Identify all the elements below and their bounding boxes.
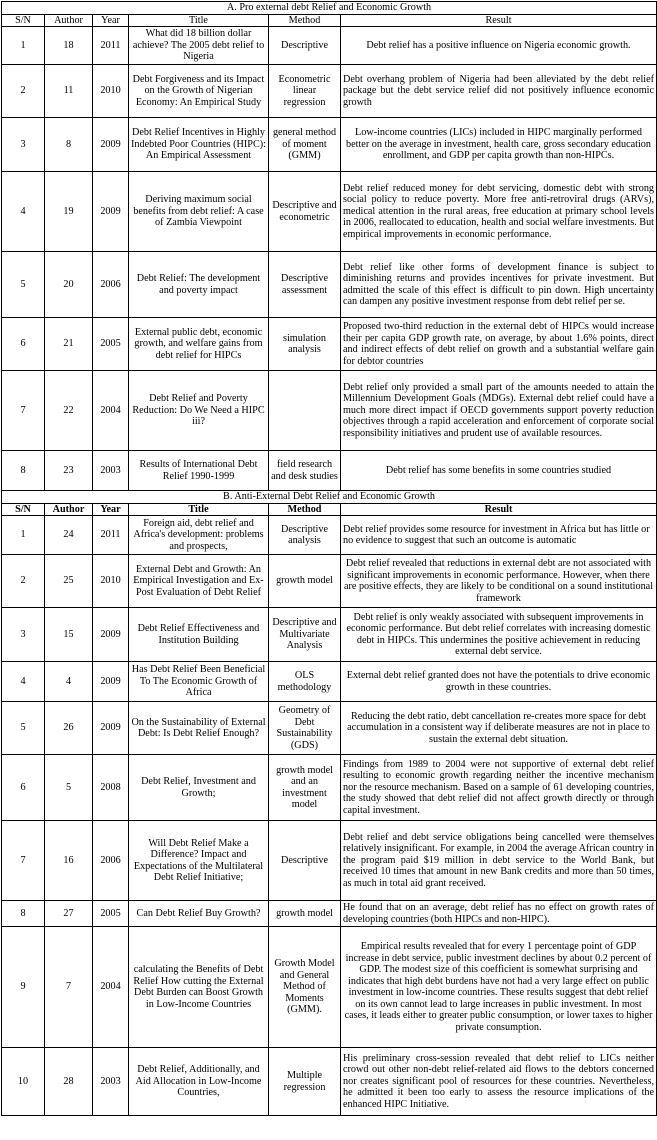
cell-method: Econometric linear regression (269, 65, 341, 118)
cell-author: 15 (45, 608, 93, 662)
cell-sn: 6 (2, 755, 45, 821)
cell-title: Debt Relief Effectiveness and Institution Building (129, 608, 269, 662)
cell-year: 2011 (93, 516, 129, 555)
table-row (2, 252, 657, 318)
cell-result: He found that on an average, debt relief has no effect on growth rates of developing countries (both HIPCs and non-HIPC). (341, 901, 657, 927)
cell-title: Debt Relief and Poverty Reduction: Do We Need a HIPC iii? (129, 371, 269, 451)
header-author: Author (45, 503, 93, 516)
cell-sn: 1 (2, 516, 45, 555)
cell-year: 2010 (93, 555, 129, 608)
cell-method: Growth Model and General Method of Moments (GMM). (269, 927, 341, 1048)
cell-result: Debt relief has some benefits in some countries studied (341, 451, 657, 491)
table-row (2, 318, 657, 371)
cell-sn: 1 (2, 27, 45, 65)
cell-title: Foreign aid, debt relief and Africa's development: problems and prospects, (129, 516, 269, 555)
section-b-title: B. Anti-External Debt Relief and Economic Growth (2, 491, 657, 504)
table-row (2, 702, 657, 755)
cell-sn: 4 (2, 172, 45, 252)
cell-method: general method of moment (GMM) (269, 118, 341, 172)
cell-method: growth model (269, 555, 341, 608)
table-row (2, 451, 657, 491)
cell-sn: 8 (2, 451, 45, 491)
cell-result: Debt relief has a positive influence on Nigeria economic growth. (341, 27, 657, 65)
cell-sn: 9 (2, 927, 45, 1048)
cell-method: OLS methodology (269, 662, 341, 702)
cell-author: 19 (45, 172, 93, 252)
cell-method: Geometry of Debt Sustainability (GDS) (269, 702, 341, 755)
cell-author: 16 (45, 821, 93, 901)
cell-title: External public debt, economic growth, and welfare gains from debt relief for HIPCs (129, 318, 269, 371)
header-year: Year (93, 503, 129, 516)
cell-year: 2010 (93, 65, 129, 118)
cell-result: Debt relief and debt service obligations being cancelled were themselves relatively insignificant. For example, in 2004 the average African country in the program paid $19 million in debt service to the World Bank, but received 10 times that amount in new Bank credits and more than 50 times, as much in total aid grant received. (341, 821, 657, 901)
header-sn: S/N (2, 14, 45, 27)
cell-result: His preliminary cross-session revealed that debt relief to LICs neither crowd out other non-debt relief-related aid flows to the debtors concerned nor creates significant pool of resources for these countries. Nevertheless, he admitted it been too early to assess the resource implications of the enhanced HIPC Initiative. (341, 1048, 657, 1116)
section-a-header-row (2, 14, 657, 27)
cell-result: Debt overhang problem of Nigeria had been alleviated by the debt relief package but the debt service relief did not positively influence economic growth (341, 65, 657, 118)
cell-year: 2005 (93, 318, 129, 371)
cell-method: Descriptive (269, 821, 341, 901)
cell-method: Descriptive (269, 27, 341, 65)
cell-sn: 10 (2, 1048, 45, 1116)
cell-year: 2006 (93, 821, 129, 901)
table-row (2, 555, 657, 608)
header-method: Method (269, 14, 341, 27)
cell-author: 28 (45, 1048, 93, 1116)
cell-sn: 7 (2, 821, 45, 901)
cell-sn: 5 (2, 702, 45, 755)
cell-sn: 6 (2, 318, 45, 371)
cell-sn: 2 (2, 555, 45, 608)
cell-year: 2009 (93, 702, 129, 755)
cell-method: Descriptive assessment (269, 252, 341, 318)
cell-year: 2003 (93, 1048, 129, 1116)
table-row (2, 662, 657, 702)
cell-year: 2009 (93, 608, 129, 662)
section-b-header-row (2, 503, 657, 516)
section-b-title-row (2, 491, 657, 504)
table-row (2, 755, 657, 821)
header-author: Author (45, 14, 93, 27)
cell-author: 11 (45, 65, 93, 118)
table-row (2, 608, 657, 662)
cell-result: Empirical results revealed that for every 1 percentage point of GDP increase in debt service, public investment declines by about 0.2 percent of GDP. The modest size of this coefficient is somewhat surprising and indicates that high debt burdens have not had a very large effect on public investment in low-income countries. These results suggest that debt relief on its own cannot lead to large increases in public investment. In most cases, it leads either to greater public consumption, or lower taxes to higher private consumption. (341, 927, 657, 1048)
cell-author: 27 (45, 901, 93, 927)
cell-title: Debt Relief: The development and poverty impact (129, 252, 269, 318)
cell-title: Can Debt Relief Buy Growth? (129, 901, 269, 927)
cell-method: field research and desk studies (269, 451, 341, 491)
cell-method: Descriptive and Multivariate Analysis (269, 608, 341, 662)
cell-title: On the Sustainability of External Debt: Is Debt Relief Enough? (129, 702, 269, 755)
cell-result: Low-income countries (LICs) included in HIPC marginally performed better on the average in investment, health care, gross secondary education enrollment, and GDP per capita growth than non-HIPCs. (341, 118, 657, 172)
cell-year: 2009 (93, 172, 129, 252)
table-row (2, 821, 657, 901)
cell-result: Debt relief revealed that reductions in external debt are not associated with significant improvements in economic performance. However, when there are positive effects, they are likely to be conditional on a sound institutional framework (341, 555, 657, 608)
cell-sn: 4 (2, 662, 45, 702)
cell-title: What did 18 billion dollar achieve? The 2005 debt relief to Nigeria (129, 27, 269, 65)
header-result: Result (341, 503, 657, 516)
header-result: Result (341, 14, 657, 27)
cell-result: Findings from 1989 to 2004 were not supportive of external debt relief resulting to economic growth regarding neither the incentive mechanism nor the resource mechanism. Based on a sample of 61 developing countries, the study showed that debt relief did not affect growth directly or through capital investment. (341, 755, 657, 821)
cell-title: Will Debt Relief Make a Difference? Impact and Expectations of the Multilateral Debt Relief Initiative; (129, 821, 269, 901)
table-row (2, 927, 657, 1048)
cell-result: Proposed two-third reduction in the external debt of HIPCs would increase their per capita GDP growth rate, on average, by about 1.6% points, direct and indirect effects of debt relief on growth and a substantial welfare gain for debtor countries (341, 318, 657, 371)
cell-title: External Debt and Growth: An Empirical Investigation and Ex-Post Evaluation of Debt Relief (129, 555, 269, 608)
cell-method: Descriptive analysis (269, 516, 341, 555)
cell-sn: 2 (2, 65, 45, 118)
table-row (2, 118, 657, 172)
cell-year: 2005 (93, 901, 129, 927)
cell-title: calculating the Benefits of Debt Relief How cutting the External Debt Burden can Boost Growth in Low-Income Countries (129, 927, 269, 1048)
header-title: Title (129, 503, 269, 516)
section-a-title-row (2, 2, 657, 15)
cell-author: 25 (45, 555, 93, 608)
cell-sn: 8 (2, 901, 45, 927)
cell-title: Debt Relief Incentives in Highly Indebted Poor Countries (HIPC): An Empirical Assessment (129, 118, 269, 172)
cell-method: growth model (269, 901, 341, 927)
cell-year: 2011 (93, 27, 129, 65)
cell-sn: 3 (2, 118, 45, 172)
header-year: Year (93, 14, 129, 27)
cell-title: Results of International Debt Relief 1990-1999 (129, 451, 269, 491)
cell-sn: 3 (2, 608, 45, 662)
cell-title: Deriving maximum social benefits from debt relief: A case of Zambia Viewpoint (129, 172, 269, 252)
cell-method: growth model and an investment model (269, 755, 341, 821)
cell-author: 18 (45, 27, 93, 65)
cell-year: 2009 (93, 118, 129, 172)
header-title: Title (129, 14, 269, 27)
header-sn: S/N (2, 503, 45, 516)
table-row (2, 1048, 657, 1116)
cell-result: Reducing the debt ratio, debt cancellation re-creates more space for debt accumulation in a consistent way if deliberate measures are not in place to sustain the external debt situation. (341, 702, 657, 755)
cell-method: Descriptive and econometric (269, 172, 341, 252)
header-method: Method (269, 503, 341, 516)
cell-author: 24 (45, 516, 93, 555)
cell-title: Debt Forgiveness and its Impact on the Growth of Nigerian Economy: An Empirical Study (129, 65, 269, 118)
cell-year: 2009 (93, 662, 129, 702)
cell-author: 22 (45, 371, 93, 451)
table-row (2, 27, 657, 65)
cell-sn: 7 (2, 371, 45, 451)
cell-result: Debt relief like other forms of development finance is subject to diminishing returns and provides incentives for private investment. But admitted the scale of this effect is difficult to pin down. High uncertainty can dampen any positive investment response from debt relief per se. (341, 252, 657, 318)
cell-result: Debt relief is only weakly associated with subsequent improvements in economic performance. But debt relief correlates with increasing domestic debt in HIPCs. This undermines the positive achievement in reducing external debt service. (341, 608, 657, 662)
cell-year: 2004 (93, 371, 129, 451)
cell-year: 2006 (93, 252, 129, 318)
cell-author: 8 (45, 118, 93, 172)
cell-author: 7 (45, 927, 93, 1048)
table-row (2, 65, 657, 118)
cell-author: 23 (45, 451, 93, 491)
cell-method: Multiple regression (269, 1048, 341, 1116)
cell-title: Debt Relief, Additionally, and Aid Allocation in Low-Income Countries, (129, 1048, 269, 1116)
table-row (2, 901, 657, 927)
cell-year: 2004 (93, 927, 129, 1048)
cell-year: 2008 (93, 755, 129, 821)
cell-method (269, 371, 341, 451)
cell-author: 4 (45, 662, 93, 702)
table-row (2, 172, 657, 252)
cell-year: 2003 (93, 451, 129, 491)
cell-result: External debt relief granted does not have the potentials to drive economic growth in these countries. (341, 662, 657, 702)
cell-sn: 5 (2, 252, 45, 318)
cell-author: 20 (45, 252, 93, 318)
table-row (2, 371, 657, 451)
table-row (2, 516, 657, 555)
cell-title: Has Debt Relief Been Beneficial To The Economic Growth of Africa (129, 662, 269, 702)
cell-author: 21 (45, 318, 93, 371)
cell-author: 5 (45, 755, 93, 821)
section-a-title: A. Pro external debt Relief and Economic Growth (2, 2, 657, 15)
literature-review-table (1, 1, 657, 1116)
cell-result: Debt relief provides some resource for investment in Africa but has little or no evidence to suggest that such an outcome is automatic (341, 516, 657, 555)
cell-result: Debt relief only provided a small part of the amounts needed to attain the Millennium Development Goals (MDGs). External debt relief could have a much more direct impact if OECD governments support poverty reduction objectives through a rapid acceleration and enforcement of corporate social responsibility initiatives and prudent use of available resources. (341, 371, 657, 451)
cell-result: Debt relief reduced money for debt servicing, domestic debt with strong social policy to reduce poverty. More free anti-retroviral drugs (ARVs), medical attention in the rural areas, free education at primary school levels in 2006, reallocated to education, health and social welfare investments. But empirical improvements in economic performance. (341, 172, 657, 252)
cell-title: Debt Relief, Investment and Growth; (129, 755, 269, 821)
cell-method: simulation analysis (269, 318, 341, 371)
cell-author: 26 (45, 702, 93, 755)
